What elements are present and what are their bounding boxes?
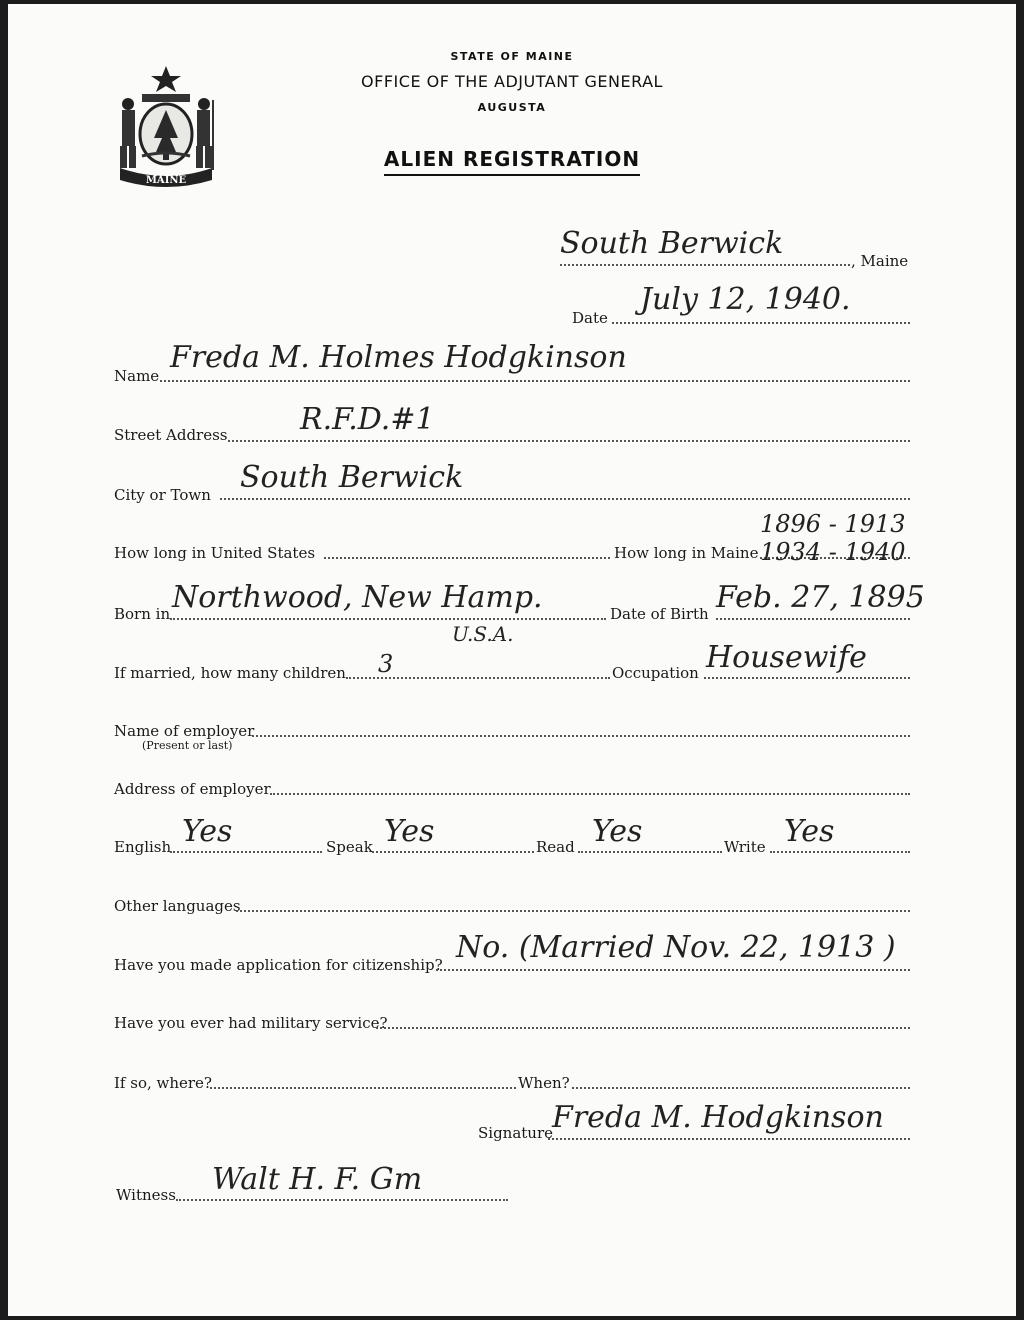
long-us-label: How long in United States <box>114 544 316 562</box>
occupation-line <box>704 677 910 679</box>
street-value: R.F.D.#1 <box>300 402 435 437</box>
other-languages-label: Other languages <box>114 897 241 915</box>
english-line <box>170 851 322 853</box>
born-label: Born in <box>114 605 171 623</box>
read-value: Yes <box>592 814 643 849</box>
date-value: July 12, 1940. <box>640 282 851 317</box>
where-label: If so, where? <box>114 1074 212 1092</box>
when-line <box>572 1087 910 1089</box>
where-line <box>210 1087 516 1089</box>
long-us-line <box>324 557 610 559</box>
street-label: Street Address <box>114 426 228 444</box>
when-label: When? <box>518 1074 570 1092</box>
town-line <box>560 264 850 266</box>
born-value: Northwood, New Hamp. <box>172 580 543 615</box>
speak-line <box>372 851 534 853</box>
street-line <box>228 440 910 442</box>
city-label: City or Town <box>114 486 211 504</box>
date-line <box>612 322 910 324</box>
military-line <box>376 1027 910 1029</box>
name-label: Name <box>114 367 160 385</box>
born-country-value: U.S.A. <box>452 622 514 646</box>
employer-address-line <box>270 793 910 795</box>
write-value: Yes <box>784 814 835 849</box>
employer-sublabel: (Present or last) <box>142 739 233 752</box>
header-office: OFFICE OF THE ADJUTANT GENERAL <box>361 72 663 91</box>
english-label: English <box>114 838 172 856</box>
military-label: Have you ever had military service? <box>114 1014 388 1032</box>
citizenship-label: Have you made application for citizenship? <box>114 956 443 974</box>
occupation-label: Occupation <box>612 664 699 682</box>
children-label: If married, how many children <box>114 664 346 682</box>
citizenship-line <box>436 969 910 971</box>
form-title: ALIEN REGISTRATION <box>0 147 1024 171</box>
witness-line <box>176 1199 508 1201</box>
signature-value: Freda M. Hodgkinson <box>552 1100 884 1135</box>
long-maine-value: 1934 - 1940 <box>760 538 906 566</box>
dob-value: Feb. 27, 1895 <box>716 580 925 615</box>
born-line <box>170 618 606 620</box>
read-line <box>578 851 722 853</box>
employer-address-label: Address of employer <box>114 780 271 798</box>
employer-line <box>252 735 910 737</box>
maine-label: , Maine <box>851 252 909 270</box>
long-us-value: 1896 - 1913 <box>760 510 906 538</box>
occupation-value: Housewife <box>706 640 867 675</box>
other-languages-line <box>236 910 910 912</box>
speak-label: Speak <box>326 838 373 856</box>
header-state: STATE OF MAINE <box>450 50 574 63</box>
witness-label: Witness <box>116 1186 176 1204</box>
svg-text:MAINE: MAINE <box>145 175 187 186</box>
read-label: Read <box>536 838 575 856</box>
english-value: Yes <box>182 814 233 849</box>
write-label: Write <box>724 838 766 856</box>
city-value: South Berwick <box>240 460 464 495</box>
employer-label: Name of employer <box>114 722 255 740</box>
speak-value: Yes <box>384 814 435 849</box>
write-line <box>770 851 910 853</box>
dob-label: Date of Birth <box>610 605 709 623</box>
town-value: South Berwick <box>560 226 784 261</box>
signature-label: Signature <box>478 1124 554 1142</box>
witness-value: Walt H. F. Gm <box>212 1162 423 1197</box>
citizenship-value: No. (Married Nov. 22, 1913 ) <box>456 930 896 965</box>
signature-line <box>548 1138 910 1140</box>
name-line <box>160 380 910 382</box>
long-maine-label: How long in Maine <box>614 544 759 562</box>
date-label: Date <box>572 309 608 327</box>
city-line <box>220 498 910 500</box>
header-city: AUGUSTA <box>477 101 547 114</box>
name-value: Freda M. Holmes Hodgkinson <box>170 340 627 375</box>
dob-line <box>716 618 910 620</box>
children-value: 3 <box>378 650 394 678</box>
